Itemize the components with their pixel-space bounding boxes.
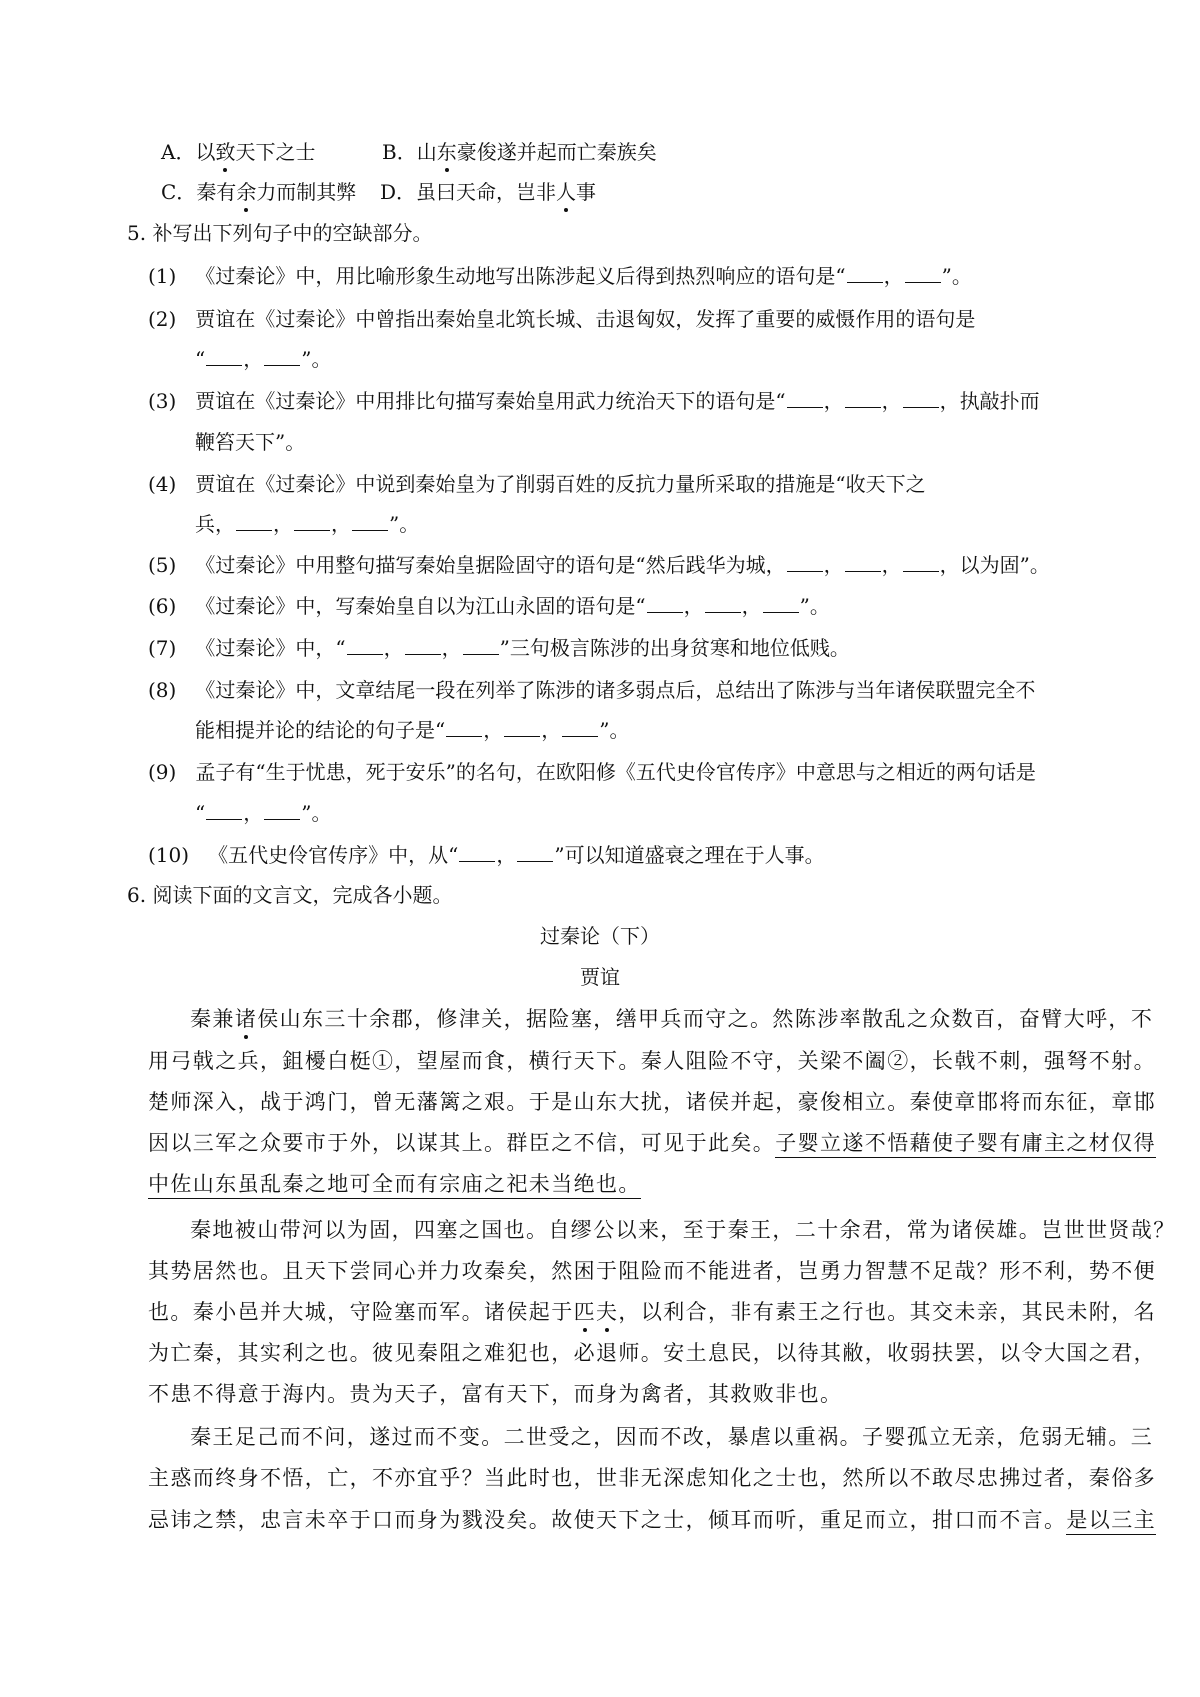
answer-blank[interactable] (647, 595, 683, 613)
option-b: B．山东豪俊遂并起而亡秦族矣 (382, 140, 657, 164)
answer-blank[interactable] (845, 390, 881, 408)
answer-blank[interactable] (562, 719, 598, 737)
q5-item-9-cont: “ ， ”。 (195, 801, 332, 825)
answer-blank[interactable] (206, 802, 242, 820)
option-c: C．秦有余力而制其弊 (161, 180, 357, 204)
option-d: D．虽曰天命，岂非人事 (380, 180, 597, 204)
q5-item-7: (7) 《过秦论》中，“ ， ， ”三句极言陈涉的出身贫寒和地位低贱。 (148, 636, 850, 660)
answer-blank[interactable] (463, 637, 499, 655)
q5-title: 5. 补写出下列句子中的空缺部分。 (127, 221, 433, 245)
passage-line: 楚师深入，战于鸿门，曾无藩篱之艰。于是山东大扰，诸侯并起，豪俊相立。秦使章邯将而东征，章邯 (148, 1090, 1156, 1114)
answer-blank[interactable] (705, 595, 741, 613)
q5-item-2: (2) 贾谊在《过秦论》中曾指出秦始皇北筑长城、击退匈奴，发挥了重要的威慑作用的语句是 (148, 307, 976, 331)
q5-item-2-cont: “ ， ”。 (195, 347, 332, 371)
passage-line (148, 1172, 641, 1196)
passage-author: 贾谊 (580, 965, 620, 989)
q5-item-5: (5) 《过秦论》中用整句描写秦始皇据险固守的语句是“然后践华为城， ， ， ，以为固”。 (148, 553, 1050, 577)
answer-blank[interactable] (294, 513, 330, 531)
answer-blank[interactable] (405, 637, 441, 655)
answer-blank[interactable] (905, 265, 941, 283)
answer-blank[interactable] (236, 513, 272, 531)
answer-blank[interactable] (847, 265, 883, 283)
passage-line: 不患不得意于海内。贵为天子，富有天下，而身为禽者，其救败非也。 (148, 1382, 843, 1406)
answer-blank[interactable] (517, 844, 553, 862)
passage-line: 秦地被山带河以为固，四塞之国也。自缪公以来，至于秦王，二十余君，常为诸侯雄。岂世世贤哉？ (190, 1218, 1176, 1242)
underlined-sentence: 中佐山东虽乱秦之地可全而有宗庙之祀未当绝也。 (148, 1172, 641, 1199)
answer-blank[interactable] (787, 554, 823, 572)
answer-blank[interactable] (459, 844, 495, 862)
q5-item-6: (6) 《过秦论》中，写秦始皇自以为江山永固的语句是“ ， ， ”。 (148, 594, 830, 618)
passage-line: 忌讳之禁，忠言未卒于口而身为戮没矣。故使天下之士，倾耳而听，重足而立，拑口而不言。是以三主 (148, 1508, 1156, 1532)
answer-blank[interactable] (206, 348, 242, 366)
q5-item-3-cont: 鞭笞天下”。 (195, 430, 306, 454)
answer-blank[interactable] (504, 719, 540, 737)
answer-blank[interactable] (446, 719, 482, 737)
answer-blank[interactable] (352, 513, 388, 531)
q5-item-8: (8) 《过秦论》中，文章结尾一段在列举了陈涉的诸多弱点后，总结出了陈涉与当年诸侯联盟完全不 (148, 678, 1036, 702)
passage-heading: 过秦论（下） (540, 924, 660, 948)
underlined-sentence: 子婴立遂不悟藉使子婴有庸主之材仅得 (775, 1131, 1156, 1158)
passage-line: 为亡秦，其实利之也。彼见秦阻之难犯也，必退师。安土息民，以待其敝，收弱扶罢，以令大国之君， (148, 1341, 1156, 1365)
answer-blank[interactable] (264, 348, 300, 366)
passage-line: 用弓戟之兵，鉏櫌白梃①，望屋而食，横行天下。秦人阻险不守，关梁不阖②，长戟不刺，强弩不射。 (148, 1049, 1156, 1073)
passage-line: 其势居然也。且天下尝同心并力攻秦矣，然困于阻险而不能进者，岂勇力智慧不足哉？形不利，势不便 (148, 1259, 1156, 1283)
q5-item-9: (9) 孟子有“生于忧患，死于安乐”的名句，在欧阳修《五代史伶官传序》中意思与之相近的两句话是 (148, 760, 1036, 784)
answer-blank[interactable] (763, 595, 799, 613)
passage-line: 秦王足己而不问，遂过而不变。二世受之，因而不改，暴虐以重祸。子婴孤立无亲，危弱无辅。三 (190, 1425, 1154, 1449)
answer-blank[interactable] (903, 390, 939, 408)
q5-item-10: (10) 《五代史伶官传序》中，从“ ， ”可以知道盛衰之理在于人事。 (148, 843, 825, 867)
q5-item-4-cont: 兵， ， ， ”。 (195, 512, 420, 536)
q5-item-8-cont: 能相提并论的结论的句子是“ ， ， ”。 (195, 718, 630, 742)
passage-line: 也。秦小邑并大城，守险塞而军。诸侯起于匹夫，以利合，非有素王之行也。其交未亲，其民未附，名 (148, 1300, 1157, 1324)
answer-blank[interactable] (264, 802, 300, 820)
answer-blank[interactable] (845, 554, 881, 572)
passage-line: 因以三军之众要市于外，以谋其上。群臣之不信，可见于此矣。子婴立遂不悟藉使子婴有庸主之材仅得 (148, 1131, 1156, 1155)
option-a: A．以致天下之士 (161, 140, 316, 164)
q5-item-3: (3) 贾谊在《过秦论》中用排比句描写秦始皇用武力统治天下的语句是“ ， ， ，执敲扑而 (148, 389, 1040, 413)
q5-item-4: (4) 贾谊在《过秦论》中说到秦始皇为了削弱百姓的反抗力量所采取的措施是“收天下之 (148, 472, 926, 496)
q6-title: 6. 阅读下面的文言文，完成各小题。 (127, 883, 453, 907)
passage-line: 主惑而终身不悟，亡，不亦宜乎？当此时也，世非无深虑知化之士也，然所以不敢尽忠拂过者，秦俗多 (148, 1466, 1156, 1490)
answer-blank[interactable] (903, 554, 939, 572)
underlined-sentence: 是以三主 (1066, 1508, 1156, 1535)
answer-blank[interactable] (347, 637, 383, 655)
q5-item-1: (1) 《过秦论》中，用比喻形象生动地写出陈涉起义后得到热烈响应的语句是“ ， ”。 (148, 264, 972, 288)
answer-blank[interactable] (787, 390, 823, 408)
passage-line: 秦兼诸侯山东三十余郡，修津关，据险塞，缮甲兵而守之。然陈涉率散乱之众数百，奋臂大呼，不 (190, 1007, 1154, 1031)
